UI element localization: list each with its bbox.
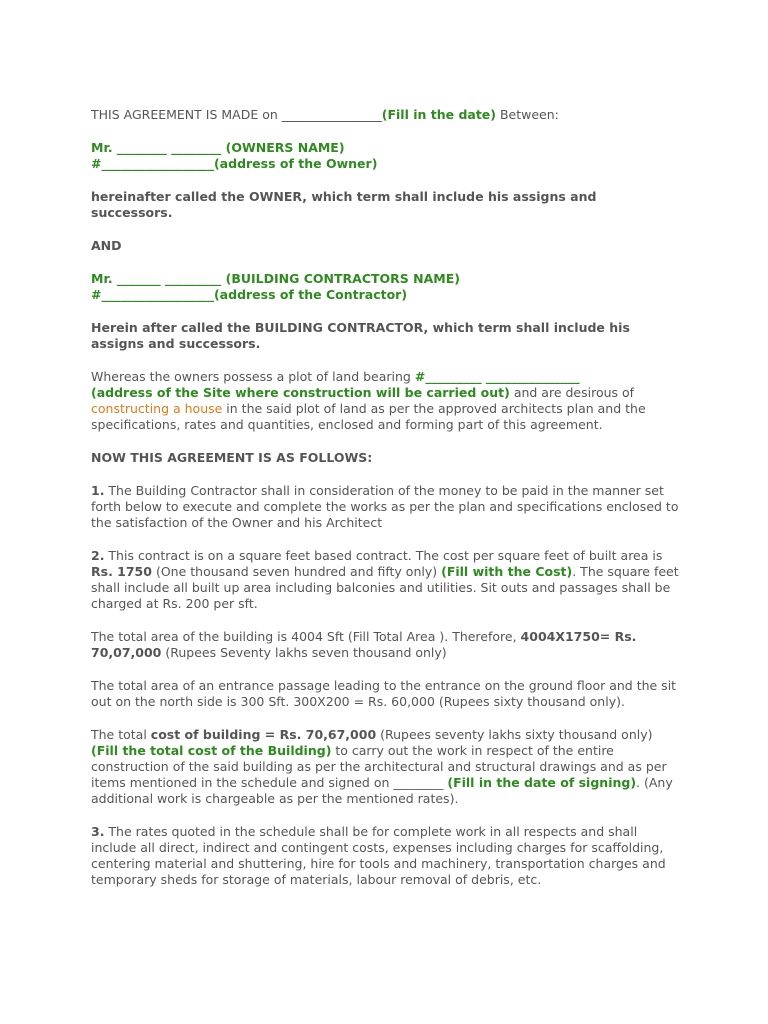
total-area-text-a: The total area of the building is 4004 Sft (Fill Total Area ). Therefore, <box>91 629 521 644</box>
clause-2-text-a: This contract is on a square feet based contract. The cost per square feet of built area is <box>104 548 663 563</box>
passage-paragraph: The total area of an entrance passage leading to the entrance on the ground floor and the sit out on the north side is 300 Sft. 300X200 = Rs. 60,000 (Rupees sixty thousand only). <box>91 678 677 709</box>
rate-per-sft: Rs. 1750 <box>91 564 152 579</box>
total-cost-paragraph <box>91 727 681 807</box>
total-area-calculation: 4004X1750= Rs. 70,07,000 <box>91 629 637 660</box>
contractor-clause: Herein after called the BUILDING CONTRACTOR, which term shall include his assigns and successors. <box>91 320 630 351</box>
date-blank: ________________ <box>281 107 382 122</box>
whereas-prefix: Whereas the owners possess a plot of land bearing <box>91 369 415 384</box>
clause-1-text: The Building Contractor shall in consideration of the money to be paid in the manner set forth below to execute and complete the works as per the plan and specifications enclosed to the satisfaction of the Owner and his Architect <box>91 483 679 530</box>
site-address-hint: (address of the Site where construction will be carried out) <box>91 385 510 400</box>
owner-address-line: #__________________(address of the Owner) <box>91 156 378 171</box>
fill-date-hint: (Fill in the date) <box>381 107 496 122</box>
agreement-document <box>91 107 681 905</box>
contractor-name-line: Mr. _______ _________ (BUILDING CONTRACTORS NAME) <box>91 271 460 286</box>
total-cost-text-a: The total <box>91 727 151 742</box>
clause-3-number: 3. <box>91 824 105 839</box>
plot-blank: #_________ _______________ <box>414 369 580 384</box>
intro-prefix: THIS AGREEMENT IS MADE on <box>91 107 282 122</box>
clause-3 <box>91 824 681 888</box>
total-cost-text-b: (Rupees seventy lakhs sixty thousand only) <box>376 727 653 742</box>
total-cost-text-c: to carry out the work in respect of the entire construction of the said building as per the architectural and structural drawings and as per items mentioned in the schedule and signed on ________ <box>91 743 667 790</box>
owner-name-line: Mr. ________ ________ (OWNERS NAME) <box>91 140 345 155</box>
contractor-block <box>91 271 681 303</box>
clause-2-text-c: . The square feet shall include all built up area including balconies and utilities. Sit outs and passages shall be charged at Rs. 200 per sft. <box>91 564 679 611</box>
clause-1 <box>91 483 681 531</box>
contractor-address-line: #__________________(address of the Contractor) <box>91 287 408 302</box>
agreement-heading: NOW THIS AGREEMENT IS AS FOLLOWS: <box>91 450 373 465</box>
constructing-house-link[interactable]: constructing a house <box>91 401 223 416</box>
fill-signing-date-hint: (Fill in the date of signing) <box>447 775 637 790</box>
clause-2-number: 2. <box>91 548 105 563</box>
and-separator: AND <box>91 238 122 253</box>
whereas-paragraph <box>91 369 681 433</box>
total-cost-value: cost of building = Rs. 70,67,000 <box>150 727 377 742</box>
clause-3-text: The rates quoted in the schedule shall be for complete work in all respects and shall include all direct, indirect and contingent costs, expenses including charges for scaffolding, centering material and shuttering, hire for tools and machinery, transportation charges and temporary sheds for storage of materials, labour removal of debris, etc. <box>91 824 666 887</box>
clause-2 <box>91 548 681 612</box>
total-cost-text-d: . (Any additional work is chargeable as per the mentioned rates). <box>91 775 673 806</box>
owner-clause: hereinafter called the OWNER, which term shall include his assigns and successors. <box>91 189 597 220</box>
whereas-mid: and are desirous of <box>509 385 635 400</box>
whereas-suffix: in the said plot of land as per the approved architects plan and the specifications, rates and quantities, enclosed and forming part of this agreement. <box>91 401 646 432</box>
total-area-paragraph <box>91 629 681 661</box>
intro-paragraph <box>91 107 681 123</box>
clause-1-number: 1. <box>91 483 105 498</box>
owner-block <box>91 140 681 172</box>
intro-suffix: Between: <box>496 107 559 122</box>
fill-cost-hint: (Fill with the Cost) <box>441 564 573 579</box>
total-area-text-b: (Rupees Seventy lakhs seven thousand only) <box>161 645 447 660</box>
fill-total-cost-hint: (Fill the total cost of the Building) <box>91 743 332 758</box>
clause-2-text-b: (One thousand seven hundred and fifty only) <box>151 564 442 579</box>
